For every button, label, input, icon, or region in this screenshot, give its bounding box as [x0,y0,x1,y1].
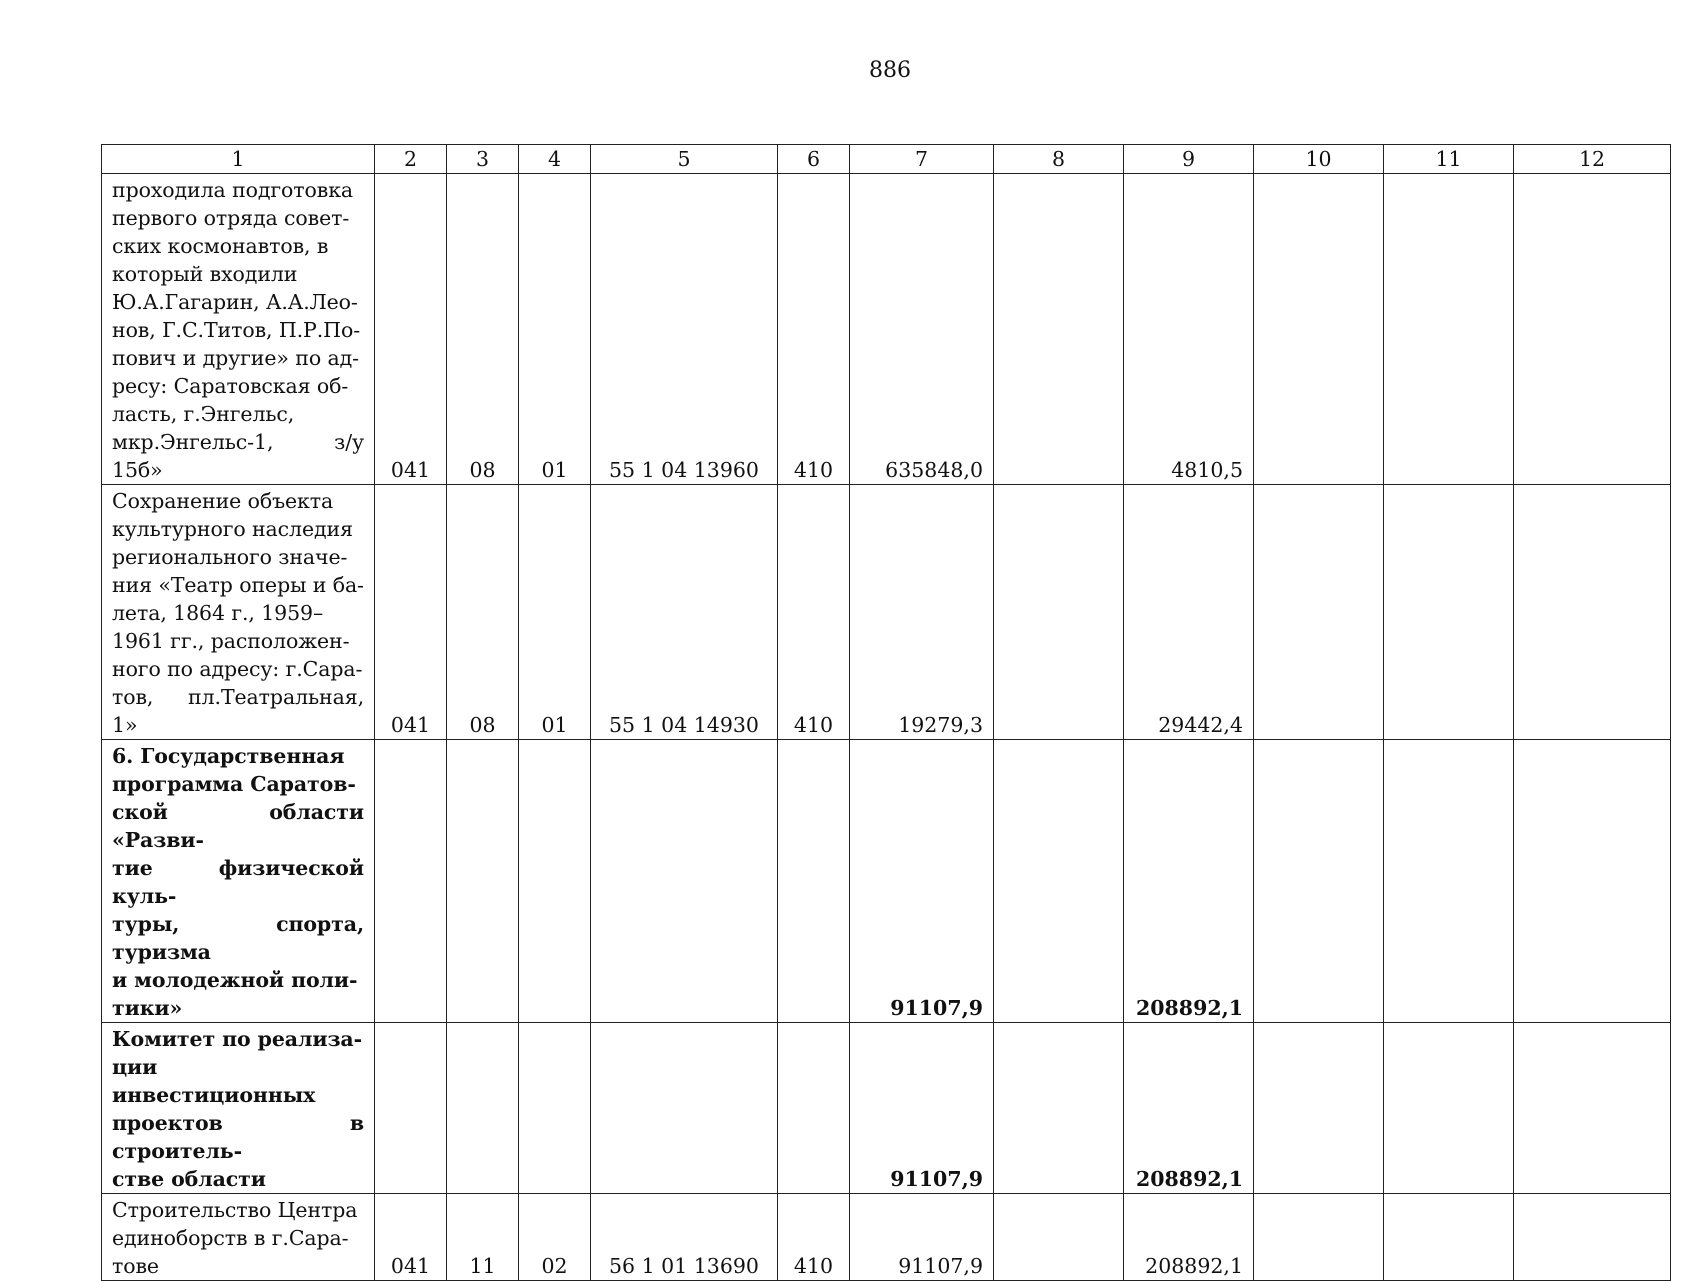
cell-target-article [591,1023,778,1194]
row-name [102,1194,375,1281]
cell-expense-type: 410 [778,1194,850,1281]
cell-amount-8 [994,1194,1124,1281]
name-line: тие физической куль- [112,856,364,908]
name-line: 6. Государственная [112,744,345,768]
cell-amount-10 [1254,1194,1384,1281]
cell-amount-7: 635848,0 [850,174,994,485]
cell-subsection: 01 [519,174,591,485]
name-line: тове [112,1254,159,1278]
col-header: 5 [591,145,778,174]
name-line: регионального значе- [112,545,348,569]
col-header: 9 [1124,145,1254,174]
cell-target-article: 56 1 01 13690 [591,1194,778,1281]
name-line: проектов в строитель- [112,1111,364,1163]
cell-section: 11 [447,1194,519,1281]
table-row [102,1194,1671,1281]
cell-amount-7: 91107,9 [850,1023,994,1194]
cell-expense-type [778,740,850,1023]
col-header: 4 [519,145,591,174]
cell-ministry-code [375,1023,447,1194]
cell-amount-11 [1384,174,1514,485]
budget-table [101,144,1671,1281]
cell-amount-7: 19279,3 [850,485,994,740]
name-line: ских космонавтов, в [112,234,329,258]
cell-amount-10 [1254,485,1384,740]
cell-section [447,740,519,1023]
col-header: 8 [994,145,1124,174]
cell-ministry-code: 041 [375,174,447,485]
table-row [102,174,1671,485]
cell-amount-9: 29442,4 [1124,485,1254,740]
name-line: ния «Театр оперы и ба- [112,573,364,597]
name-line: ции инвестиционных [112,1055,316,1107]
cell-subsection [519,740,591,1023]
name-line: единоборств в г.Сара- [112,1226,349,1250]
table-row-program [102,740,1671,1023]
cell-target-article: 55 1 04 13960 [591,174,778,485]
cell-amount-12 [1514,1194,1671,1281]
name-line: ного по адресу: г.Сара- [112,657,363,681]
name-line: лета, 1864 г., 1959– [112,601,324,625]
page-number: 886 [869,58,911,83]
cell-subsection [519,1023,591,1194]
cell-amount-9: 208892,1 [1124,1194,1254,1281]
cell-section: 08 [447,174,519,485]
col-header: 10 [1254,145,1384,174]
cell-expense-type [778,1023,850,1194]
cell-ministry-code: 041 [375,485,447,740]
cell-expense-type: 410 [778,174,850,485]
name-line: проходила подготовка [112,178,354,202]
name-line: туры, спорта, туризма [112,912,364,964]
cell-amount-12 [1514,485,1671,740]
name-line: мкр.Энгельс-1, з/у 15б» [112,430,364,482]
name-line: 1961 гг., расположен- [112,629,350,653]
cell-target-article [591,740,778,1023]
name-line: ской области «Разви- [112,800,364,852]
cell-amount-9: 208892,1 [1124,1023,1254,1194]
cell-subsection: 01 [519,485,591,740]
name-line: Ю.А.Гагарин, А.А.Лео- [112,290,358,314]
cell-amount-11 [1384,740,1514,1023]
cell-amount-10 [1254,740,1384,1023]
cell-target-article: 55 1 04 14930 [591,485,778,740]
name-line: программа Саратов- [112,772,356,796]
header-row [102,145,1671,174]
cell-amount-9: 4810,5 [1124,174,1254,485]
cell-amount-11 [1384,485,1514,740]
name-line: тики» [112,996,183,1020]
table-row [102,485,1671,740]
cell-section [447,1023,519,1194]
name-line: первого отряда совет- [112,206,350,230]
cell-subsection: 02 [519,1194,591,1281]
row-name [102,174,375,485]
col-header: 12 [1514,145,1671,174]
col-header: 2 [375,145,447,174]
cell-expense-type: 410 [778,485,850,740]
name-line: и молодежной поли- [112,968,358,992]
col-header: 3 [447,145,519,174]
col-header: 7 [850,145,994,174]
name-line: Сохранение объекта [112,489,334,513]
cell-ministry-code: 041 [375,1194,447,1281]
cell-amount-12 [1514,740,1671,1023]
col-header: 6 [778,145,850,174]
name-line: который входили [112,262,298,286]
cell-amount-10 [1254,1023,1384,1194]
row-name [102,740,375,1023]
name-line: пович и другие» по ад- [112,346,359,370]
cell-amount-11 [1384,1023,1514,1194]
col-header: 1 [102,145,375,174]
cell-amount-9: 208892,1 [1124,740,1254,1023]
cell-amount-8 [994,740,1124,1023]
cell-amount-7: 91107,9 [850,740,994,1023]
name-line: Строительство Центра [112,1198,358,1222]
cell-ministry-code [375,740,447,1023]
cell-amount-10 [1254,174,1384,485]
row-name [102,485,375,740]
col-header: 11 [1384,145,1514,174]
cell-amount-11 [1384,1194,1514,1281]
cell-amount-12 [1514,1023,1671,1194]
name-line: нов, Г.С.Титов, П.Р.По- [112,318,361,342]
cell-amount-8 [994,485,1124,740]
name-line: ресу: Саратовская об- [112,374,349,398]
name-line: культурного наследия [112,517,353,541]
cell-amount-12 [1514,174,1671,485]
cell-amount-8 [994,1023,1124,1194]
row-name [102,1023,375,1194]
cell-amount-7: 91107,9 [850,1194,994,1281]
name-line: стве области [112,1167,266,1191]
table-row-committee [102,1023,1671,1194]
cell-amount-8 [994,174,1124,485]
name-line: ласть, г.Энгельс, [112,402,295,426]
name-line: Комитет по реализа- [112,1027,363,1051]
name-line: тов, пл.Театральная, 1» [112,685,364,737]
cell-section: 08 [447,485,519,740]
